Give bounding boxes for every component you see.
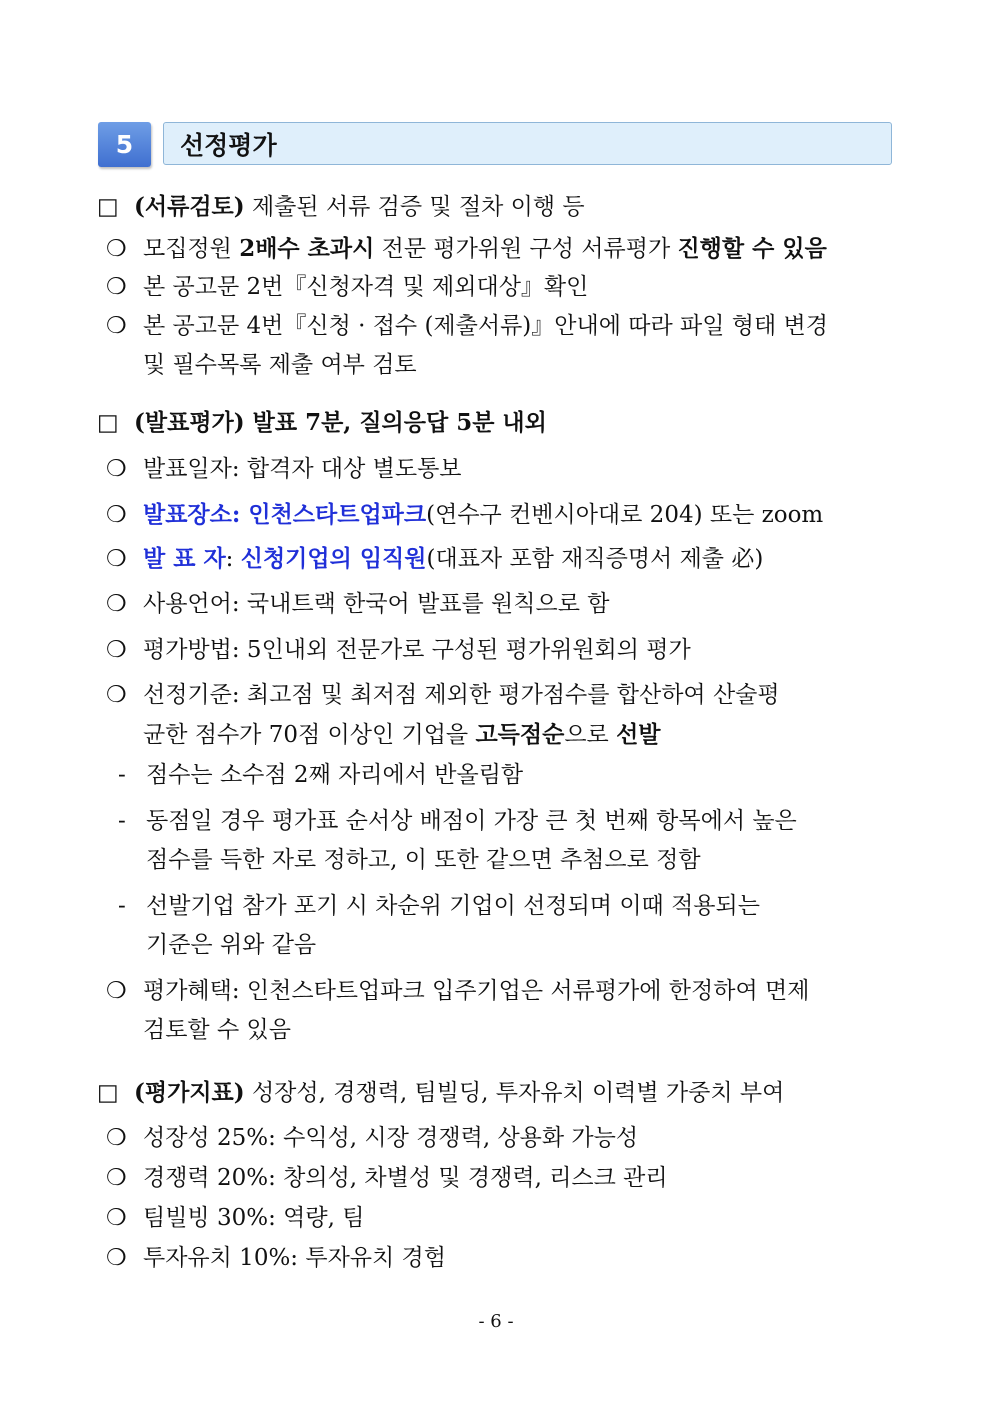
circle-bullet: ❍: [106, 236, 127, 262]
presentation-label: (발표평가) 발표 7분, 질의응답 5분 내외: [134, 409, 547, 436]
list-item-continuation: 검토할 수 있음: [143, 1017, 291, 1043]
dash-bullet: -: [118, 893, 126, 919]
list-item: ❍ 사용언어: 국내트랙 한국어 발표를 원칙으로 함: [106, 591, 610, 617]
circle-bullet: ❍: [106, 313, 127, 339]
circle-bullet: ❍: [106, 502, 127, 528]
square-bullet: □: [97, 1080, 119, 1106]
list-item: ❍ 성장성 25%: 수익성, 시장 경쟁력, 상용화 가능성: [106, 1125, 639, 1151]
circle-bullet: ❍: [106, 1245, 127, 1271]
list-item: ❍ 본 공고문 2번『신청자격 및 제외대상』확인: [106, 274, 589, 300]
circle-bullet: ❍: [106, 546, 127, 572]
indicators-label: (평가지표): [134, 1079, 245, 1106]
sub-item-continuation: 기준은 위와 같음: [146, 932, 317, 958]
circle-bullet: ❍: [106, 1205, 127, 1231]
list-item: ❍ 발 표 자: 신청기업의 임직원(대표자 포함 재직증명서 제출 必): [106, 545, 764, 572]
section-number: 5: [98, 122, 151, 167]
section-header: [98, 122, 893, 167]
list-item: ❍ 모집정원 2배수 초과시 전문 평가위원 구성 서류평가 진행할 수 있음: [106, 235, 827, 262]
list-item: ❍ 팀빌빙 30%: 역량, 팀: [106, 1205, 365, 1231]
dash-bullet: -: [118, 808, 126, 834]
venue-label: 발표장소: 인천스타트업파크: [143, 501, 427, 528]
dash-bullet: -: [118, 762, 126, 788]
list-item: ❍ 발표장소: 인천스타트업파크(연수구 컨벤시아대로 204) 또는 zoom: [106, 501, 824, 528]
sub-item: - 선발기업 참가 포기 시 차순위 기업이 선정되며 이때 적용되는: [118, 893, 760, 919]
square-bullet: □: [97, 410, 119, 436]
sub-item-continuation: 점수를 득한 자로 정하고, 이 또한 같으면 추첨으로 정함: [146, 847, 701, 873]
documents-review-label: (서류검토): [134, 193, 245, 220]
list-item-continuation: 및 필수목록 제출 여부 검토: [143, 352, 417, 378]
presenter-label: 발 표 자: [143, 545, 226, 572]
circle-bullet: ❍: [106, 591, 127, 617]
list-item: ❍ 투자유치 10%: 투자유치 경험: [106, 1245, 446, 1271]
section-title: 선정평가: [163, 122, 892, 165]
documents-review-heading: [97, 193, 585, 222]
list-item: ❍ 본 공고문 4번『신청 · 접수 (제출서류)』안내에 따라 파일 형태 변경: [106, 313, 828, 339]
sub-item: - 점수는 소수점 2째 자리에서 반올림함: [118, 762, 524, 788]
documents-review-text: 제출된 서류 검증 및 절차 이행 등: [244, 194, 585, 220]
indicators-heading: □ (평가지표) 성장성, 경쟁력, 팀빌딩, 투자유치 이력별 가중치 부여: [97, 1079, 785, 1106]
circle-bullet: ❍: [106, 1125, 127, 1151]
presentation-heading: [97, 409, 547, 438]
list-item: ❍ 평가방법: 5인내외 전문가로 구성된 평가위원회의 평가: [106, 637, 691, 663]
list-item: ❍ 선정기준: 최고점 및 최저점 제외한 평가점수를 합산하여 산술평: [106, 682, 780, 708]
circle-bullet: ❍: [106, 1165, 127, 1191]
list-item-continuation: 균한 점수가 70점 이상인 기업을 고득점순으로 선발: [143, 721, 661, 748]
circle-bullet: ❍: [106, 274, 127, 300]
square-bullet: □: [97, 194, 119, 220]
list-item: ❍ 발표일자: 합격자 대상 별도통보: [106, 456, 462, 482]
list-item: ❍ 경쟁력 20%: 창의성, 차별성 및 경쟁력, 리스크 관리: [106, 1165, 668, 1191]
sub-item: - 동점일 경우 평가표 순서상 배점이 가장 큰 첫 번째 항목에서 높은: [118, 808, 797, 834]
circle-bullet: ❍: [106, 456, 127, 482]
circle-bullet: ❍: [106, 978, 127, 1004]
circle-bullet: ❍: [106, 637, 127, 663]
list-item: ❍ 평가혜택: 인천스타트업파크 입주기업은 서류평가에 한정하여 면제: [106, 978, 810, 1004]
page-number: - 6 -: [478, 1311, 514, 1332]
presenter-value: 신청기업의 임직원: [240, 545, 427, 572]
circle-bullet: ❍: [106, 682, 127, 708]
